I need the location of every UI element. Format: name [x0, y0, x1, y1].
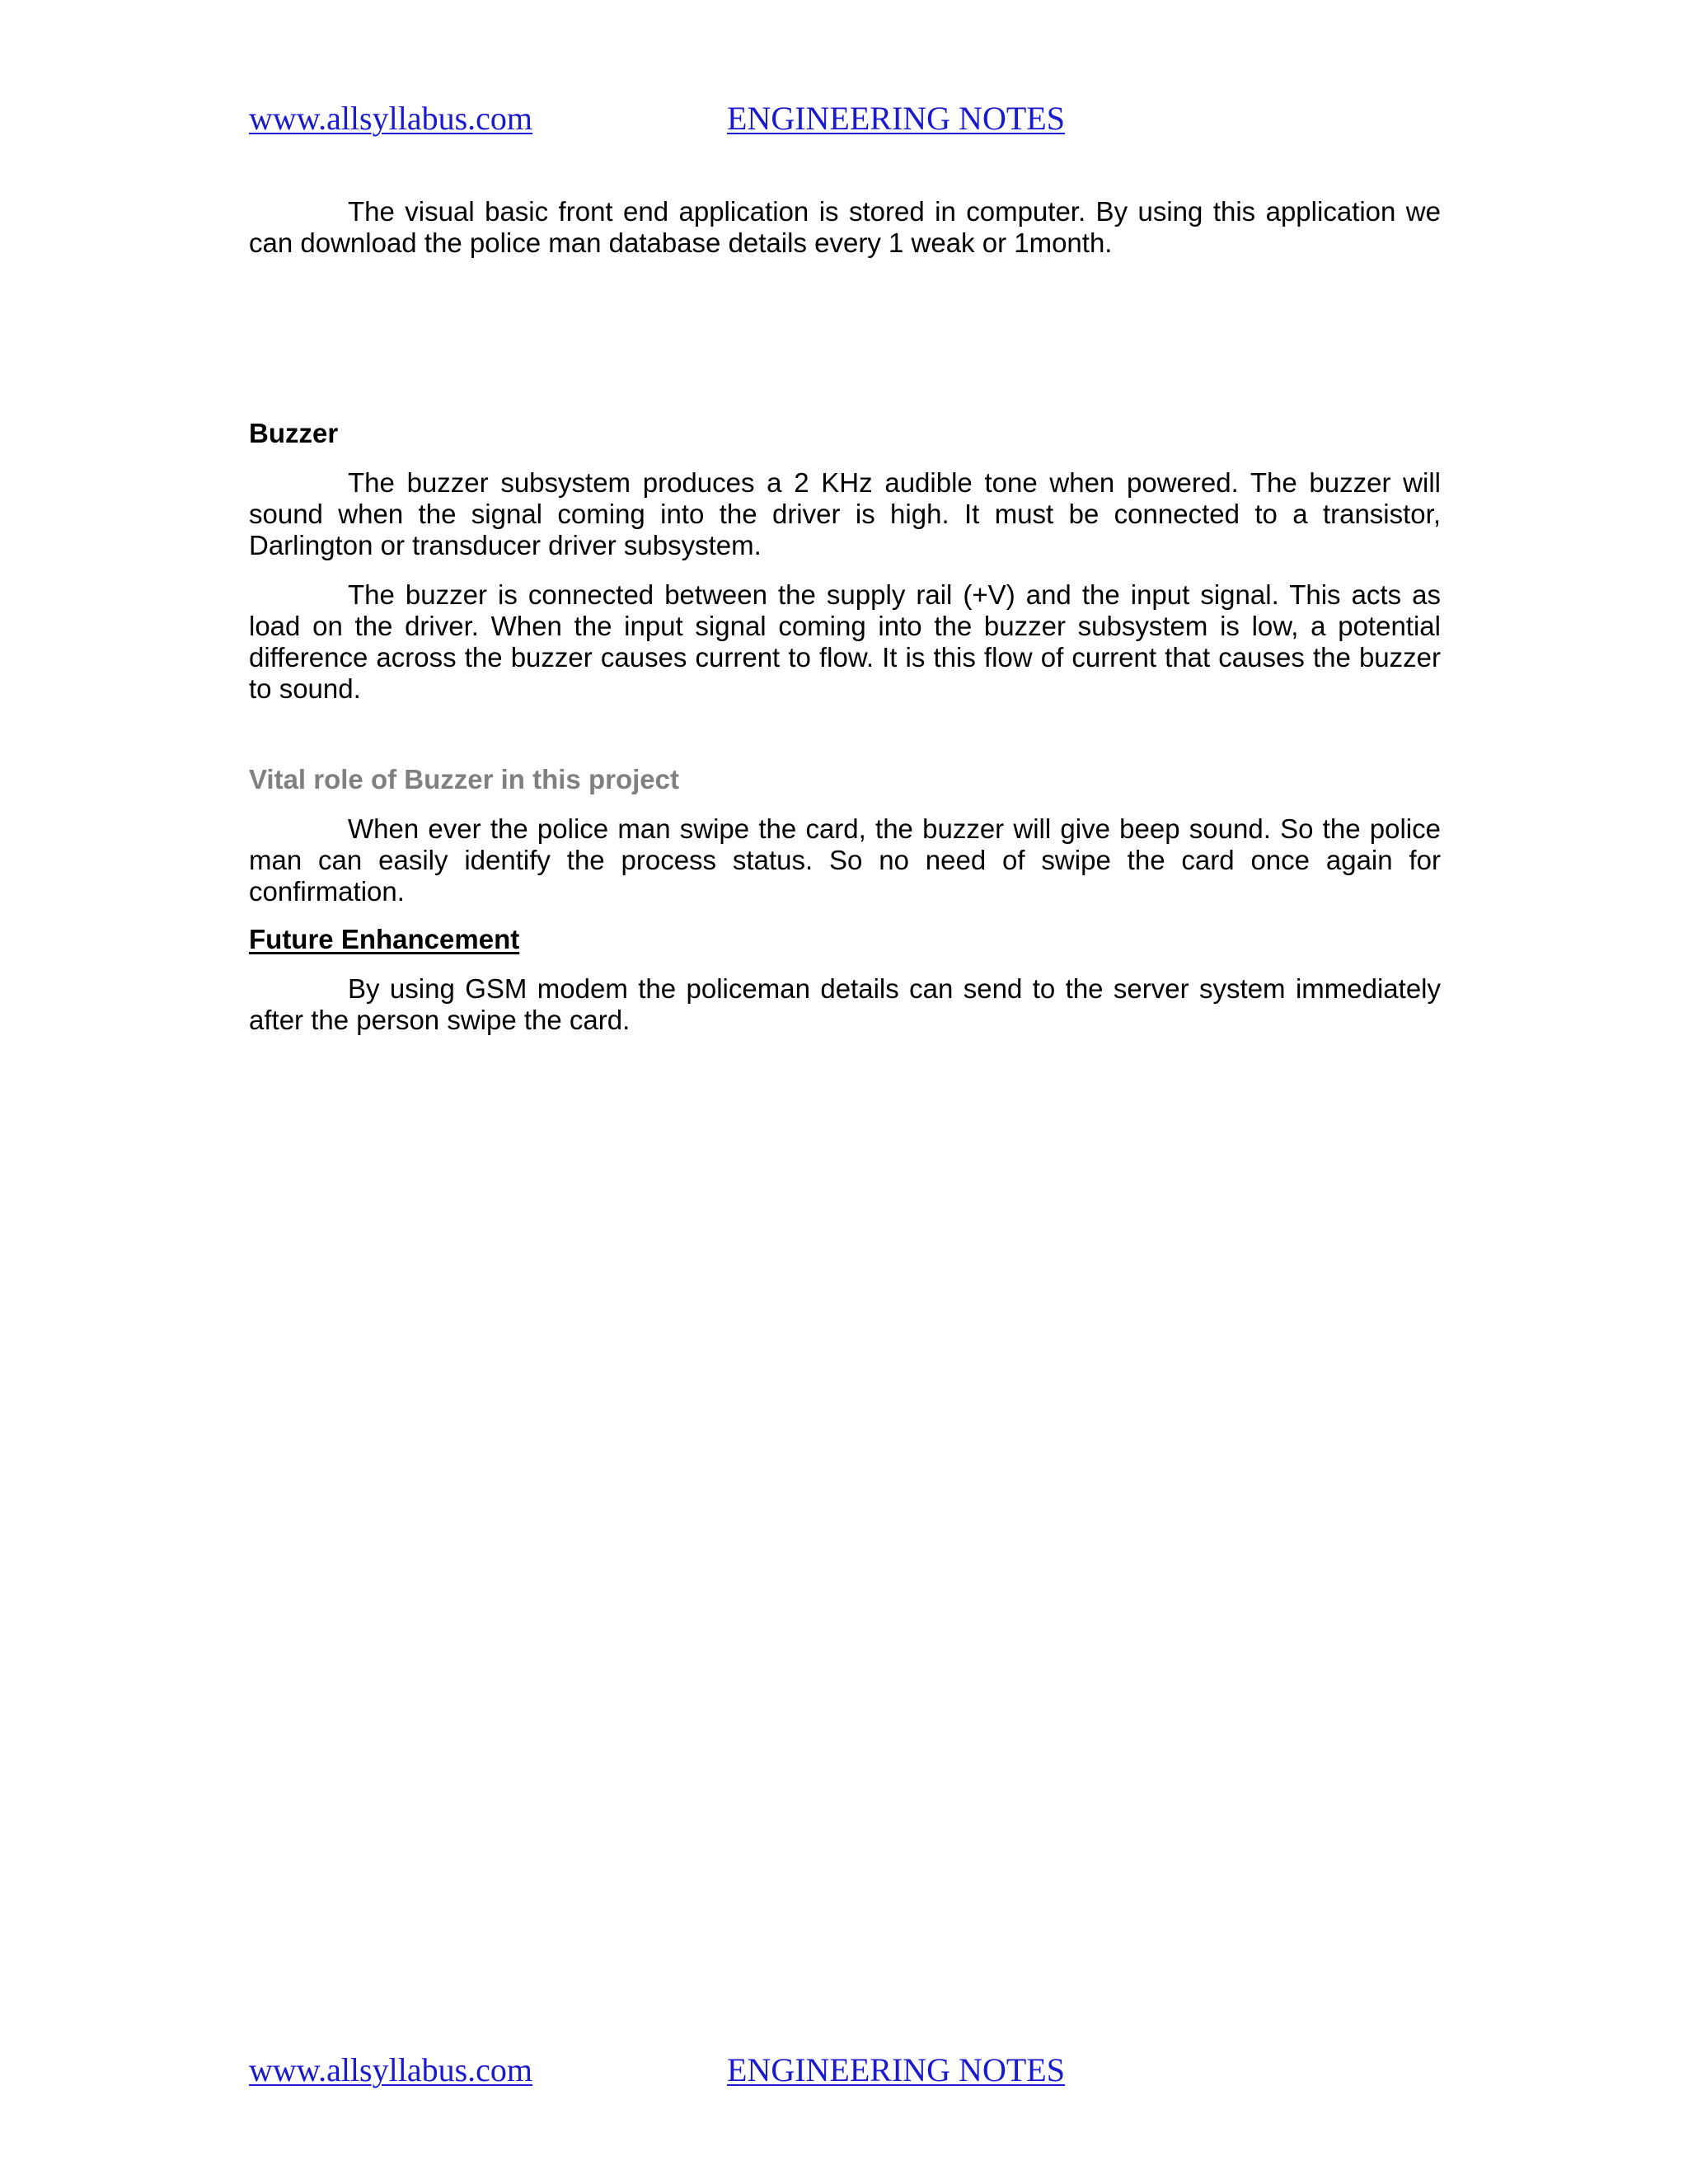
buzzer-paragraph-2: The buzzer is connected between the supply rail (+V) and the input signal. This acts as load on the driver. When the input signal coming into the buzzer subsystem is low, a potential difference across the buzzer causes current to flow. It is this flow of current that causes the buzzer to sound. — [249, 579, 1441, 704]
footer-site-link[interactable]: www.allsyllabus.com — [249, 2051, 533, 2088]
buzzer-heading: Buzzer — [249, 418, 339, 448]
buzzer-paragraph-1: The buzzer subsystem produces a 2 KHz audible tone when powered. The buzzer will sound when the signal coming into the driver is high. It must be connected to a transistor, Darlington or transducer driver subsystem. — [249, 467, 1441, 560]
header-site-link[interactable]: www.allsyllabus.com — [249, 100, 533, 137]
future-enhancement-heading: Future Enhancement — [249, 924, 520, 954]
footer-notes-link[interactable]: ENGINEERING NOTES — [727, 2051, 1065, 2088]
header-notes-link[interactable]: ENGINEERING NOTES — [727, 100, 1065, 137]
document-body — [249, 196, 1441, 1036]
intro-paragraph: The visual basic front end application is stored in computer. By using this application we can download the police man database details every 1 weak or 1month. — [249, 196, 1441, 258]
vital-role-heading: Vital role of Buzzer in this project — [249, 764, 679, 794]
future-enhancement-paragraph: By using GSM modem the policeman details can send to the server system immediately after the person swipe the card. — [249, 973, 1441, 1035]
vital-role-paragraph: When ever the police man swipe the card, the buzzer will give beep sound. So the police man can easily identify the process status. So no need of swipe the card once again for confirmation. — [249, 813, 1441, 907]
